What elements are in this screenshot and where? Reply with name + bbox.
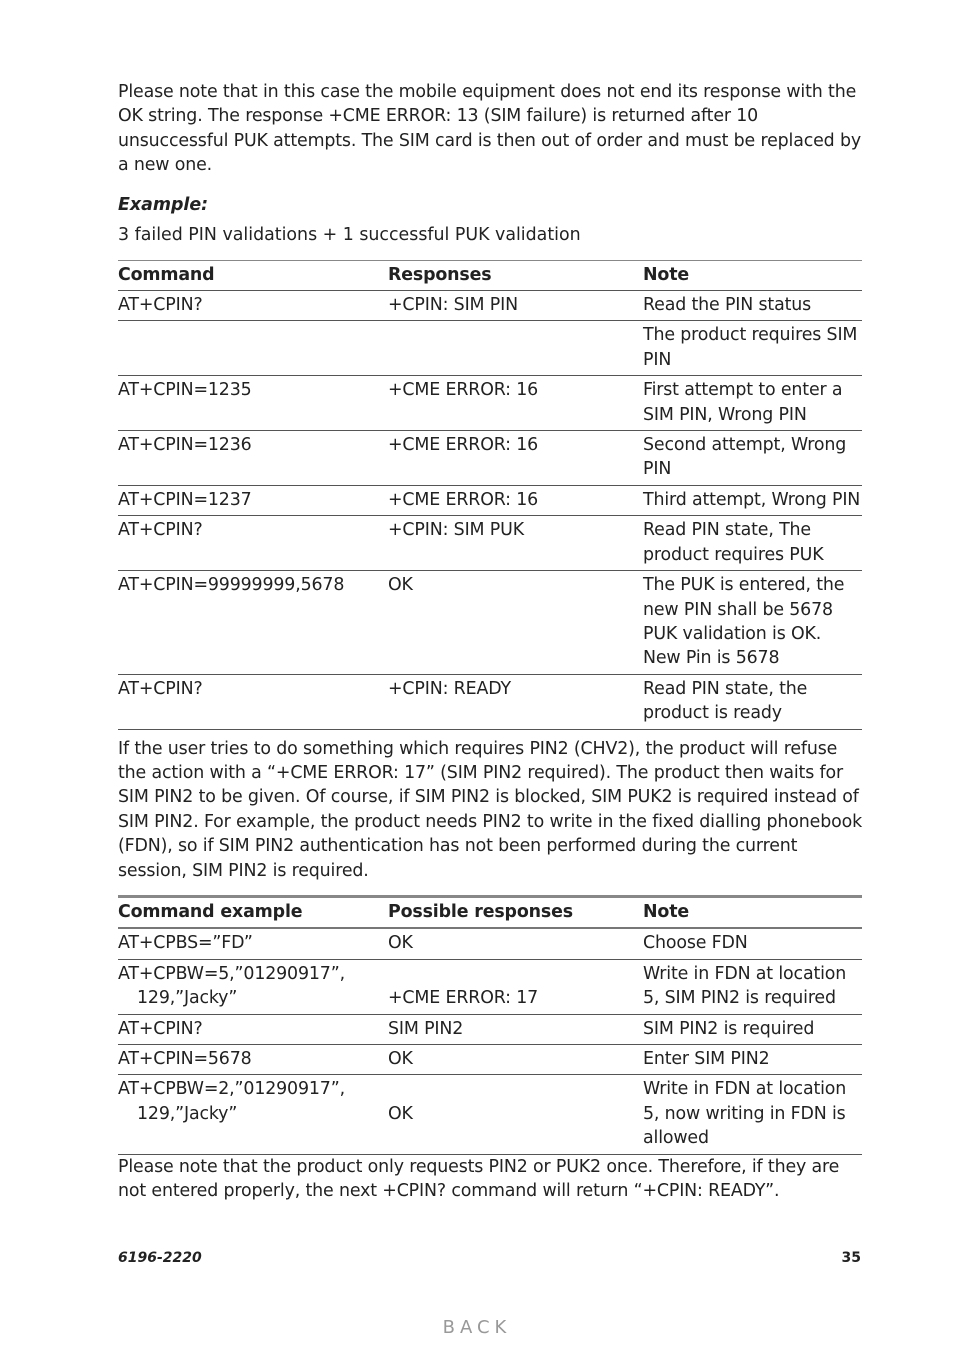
- table-row: [118, 321, 862, 376]
- table-row: [118, 1075, 862, 1154]
- command-cell: [118, 928, 388, 959]
- command-cell: AT+CPIN?: [118, 678, 203, 699]
- response-cell: [388, 321, 643, 376]
- column-header-command-example: Command example: [118, 901, 303, 922]
- command-line-continuation: 129,”Jacky”: [137, 988, 238, 1009]
- response-cell: +CME ERROR: 16: [388, 380, 539, 401]
- pin2-example-table: [118, 895, 862, 1155]
- table-row: [118, 959, 862, 1014]
- command-line: AT+CPIN=5678: [118, 1049, 252, 1069]
- note-cell: Write in FDN at location 5, now writing in FDN is allowed: [643, 1079, 847, 1149]
- page-content: [118, 80, 862, 1203]
- command-cell: AT+CPIN=1235: [118, 380, 252, 401]
- command-line: AT+CPBS=”FD”: [118, 933, 253, 954]
- table-row: [118, 674, 862, 729]
- note-cell: Enter SIM PIN2: [643, 1049, 770, 1069]
- command-line: AT+CPBW=2,”01290917”,: [118, 1079, 345, 1100]
- table-header-row: [118, 260, 862, 290]
- note-cell: The product requires SIM PIN: [643, 325, 858, 370]
- response-cell: +CPIN: SIM PUK: [388, 520, 524, 541]
- response-cell: OK: [388, 575, 413, 596]
- command-cell: AT+CPIN=1236: [118, 435, 252, 456]
- column-header-possible-responses: Possible responses: [388, 901, 573, 922]
- command-cell: AT+CPIN?: [118, 520, 203, 541]
- response-cell: +CME ERROR: 16: [388, 489, 539, 510]
- command-cell: AT+CPIN=1237: [118, 489, 252, 510]
- command-cell: [118, 1075, 388, 1154]
- command-cell: [118, 321, 388, 376]
- command-cell: AT+CPIN=99999999,5678: [118, 575, 345, 596]
- back-link[interactable]: BACK: [442, 1317, 512, 1338]
- intro-paragraph: Please note that in this case the mobile equipment does not end its response with the OK string. The response +CME ERROR: 13 (SIM failure) is returned after 10 unsuccessful PUK attempts. The SIM card is then out of order and must be replaced by a new one.: [118, 82, 861, 176]
- example-label: Example:: [118, 194, 209, 215]
- table-row: [118, 291, 862, 321]
- table-row: [118, 485, 862, 515]
- response-cell: OK: [388, 933, 413, 954]
- document-number: 6196-2220: [118, 1250, 202, 1266]
- command-cell: [118, 1014, 388, 1044]
- note-cell: Second attempt, Wrong PIN: [643, 435, 847, 480]
- response-cell: OK: [388, 1049, 413, 1069]
- column-header-note: Note: [643, 901, 690, 922]
- command-line: AT+CPBW=5,”01290917”,: [118, 963, 345, 984]
- note-cell: Read PIN state, the product is ready: [643, 678, 808, 724]
- column-header-command: Command: [118, 264, 215, 285]
- note-cell: Choose FDN: [643, 933, 748, 954]
- table-row: [118, 516, 862, 571]
- response-cell: [388, 1075, 643, 1154]
- column-header-note: Note: [643, 264, 690, 285]
- response-cell: +CPIN: SIM PIN: [388, 295, 518, 316]
- page-number: 35: [841, 1250, 861, 1266]
- table-row: [118, 1045, 862, 1075]
- command-line: AT+CPIN?: [118, 1018, 203, 1039]
- response-cell: SIM PIN2: [388, 1018, 464, 1039]
- response-text: OK: [388, 1103, 413, 1124]
- note-cell: Read the PIN status: [643, 295, 812, 316]
- example-description: 3 failed PIN validations + 1 successful PUK validation: [118, 224, 581, 245]
- note-cell: SIM PIN2 is required: [643, 1018, 815, 1039]
- command-cell: [118, 1045, 388, 1075]
- column-header-responses: Responses: [388, 264, 492, 285]
- table-row: [118, 376, 862, 431]
- response-cell: +CME ERROR: 17: [388, 988, 539, 1009]
- note-cell: Third attempt, Wrong PIN: [643, 489, 861, 510]
- pin2-paragraph: If the user tries to do something which requires PIN2 (CHV2), the product will refuse the action with a “+CME ERROR: 17” (SIM PIN2 required). The product then waits for SIM PIN2 to be given. Of course, if SIM PIN2 is blocked, SIM PUK2 is required instead of SIM PIN2. For example, the product needs PIN2 to write in the fixed dialling phonebook (FDN), so if SIM PIN2 authentication has not been performed during the current session, SIM PIN2 is required.: [118, 738, 862, 881]
- response-cell: +CME ERROR: 16: [388, 435, 539, 456]
- table-row: [118, 571, 862, 675]
- command-cell: AT+CPIN?: [118, 295, 203, 316]
- note-cell: The PUK is entered, the new PIN shall be 5678 PUK validation is OK. New Pin is 5678: [643, 575, 845, 669]
- command-line-continuation: 129,”Jacky”: [137, 1103, 238, 1124]
- response-cell: +CPIN: READY: [388, 678, 511, 699]
- table-row: [118, 431, 862, 486]
- note-cell: Write in FDN at location 5, SIM PIN2 is required: [643, 963, 847, 1009]
- table-row: [118, 1014, 862, 1044]
- note-cell: Read PIN state, The product requires PUK: [643, 520, 824, 565]
- pin-puk-example-table: [118, 260, 862, 730]
- final-paragraph: Please note that the product only requests PIN2 or PUK2 once. Therefore, if they are not entered properly, the next +CPIN? command will return “+CPIN: READY”.: [118, 1156, 840, 1202]
- table-row: [118, 928, 862, 959]
- note-cell: First attempt to enter a SIM PIN, Wrong PIN: [643, 380, 843, 425]
- command-cell: [118, 959, 388, 1014]
- table-header-row: [118, 896, 862, 928]
